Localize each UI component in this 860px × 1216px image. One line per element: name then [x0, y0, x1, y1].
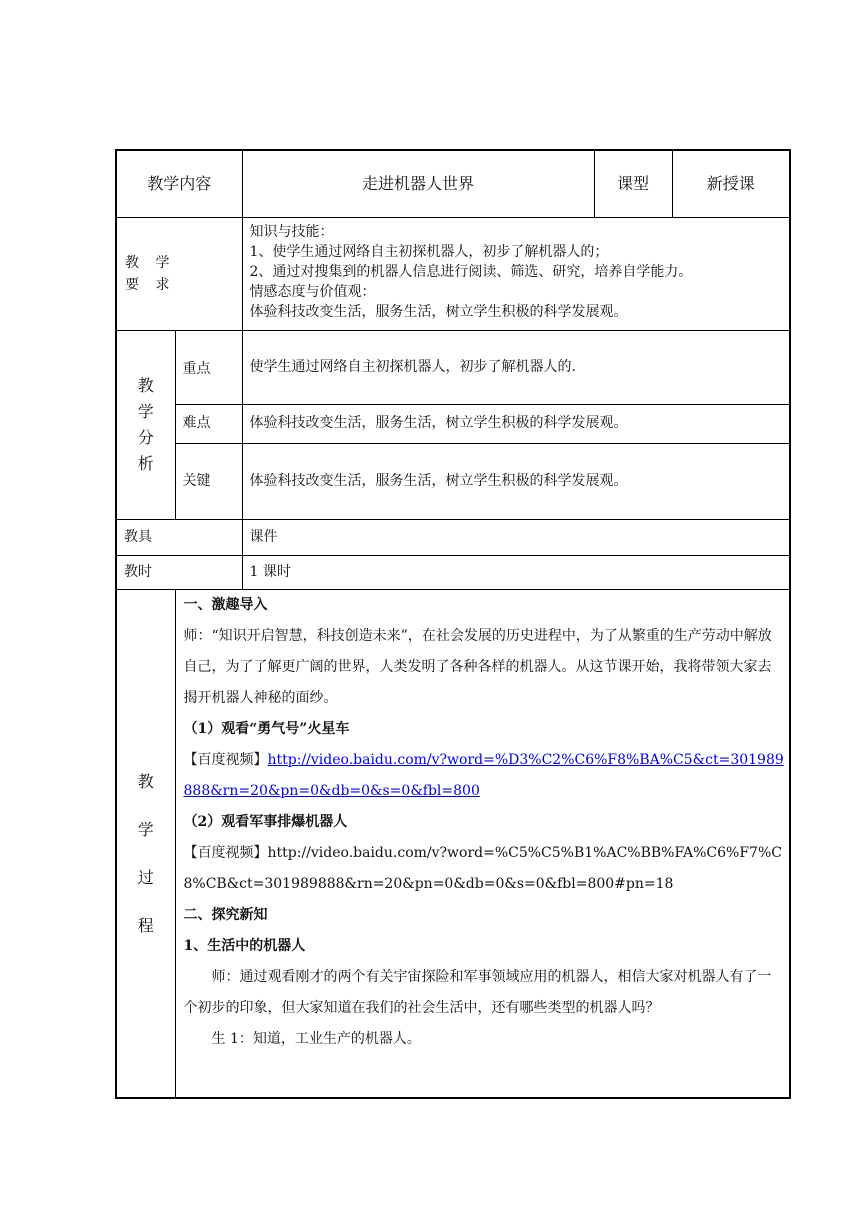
requirements-line: 1、使学生通过网络自主初探机器人，初步了解机器人的； — [249, 243, 609, 260]
analysis-row-difficulty — [116, 404, 790, 443]
video1-link[interactable]: http://video.baidu.com/v?word=%D3%C2%C6%F8%BA%C5&ct=301989888&rn=20&pn=0&db=0&s=0&fbl=800 — [183, 751, 784, 799]
analysis-label-char: 教 — [137, 375, 154, 395]
requirements-label — [116, 217, 242, 330]
analysis-crux-value: 体验科技改变生活，服务生活，树立学生积极的科学发展观。 — [242, 443, 790, 519]
requirements-label-line1: 教 学 — [125, 254, 176, 271]
process-label — [116, 589, 175, 1098]
subsection1-title: 1、生活中的机器人 — [183, 937, 306, 954]
content-label: 教学内容 — [116, 150, 242, 217]
analysis-difficulty-value: 体验科技改变生活，服务生活，树立学生积极的科学发展观。 — [242, 404, 790, 443]
analysis-label-char: 析 — [137, 453, 154, 473]
analysis-row-crux — [116, 443, 790, 519]
requirements-line: 体验科技改变生活，服务生活，树立学生积极的科学发展观。 — [249, 303, 628, 320]
section2-title: 二、探究新知 — [183, 906, 268, 923]
analysis-label — [116, 330, 175, 519]
lesson-plan-table — [115, 149, 791, 1099]
analysis-label-char: 学 — [137, 401, 154, 421]
video2-url: http://video.baidu.com/v?word=%C5%C5%B1%AC%BB%FA%C6%F7%C8%CB&ct=301989888&rn=20&pn=0&db=0&s=0&fbl=800#pn=18 — [183, 844, 782, 892]
analysis-difficulty-label: 难点 — [175, 404, 242, 443]
section1-text: 师：“知识开启智慧，科技创造未来”，在社会发展的历史进程中，为了从繁重的生产劳动中解放自己，为了了解更广阔的世界，人类发明了各种各样的机器人。从这节课开始，我将带领大家去揭开机器人神秘的面纱。 — [183, 627, 772, 706]
tools-label: 教具 — [116, 519, 242, 555]
type-label: 课型 — [594, 150, 672, 217]
analysis-label-char: 分 — [137, 427, 154, 447]
process-label-char: 学 — [137, 819, 154, 839]
tools-row — [116, 519, 790, 555]
process-label-char: 教 — [137, 771, 154, 791]
requirements-row — [116, 217, 790, 330]
section1-title: 一、激趣导入 — [183, 596, 268, 613]
video2-title: （2）观看军事排爆机器人 — [183, 813, 348, 830]
requirements-line: 情感态度与价值观： — [249, 283, 376, 300]
analysis-row-key — [116, 330, 790, 404]
header-row — [116, 150, 790, 217]
process-row — [116, 589, 790, 1098]
video1-title: （1）观看“勇气号”火星车 — [183, 720, 350, 737]
process-label-char: 过 — [137, 867, 154, 887]
type-value: 新授课 — [672, 150, 790, 217]
hours-row — [116, 555, 790, 589]
video2-prefix: 【百度视频】 — [183, 844, 268, 861]
requirements-label-line2: 要 求 — [125, 276, 176, 293]
video1-line — [184, 745, 786, 807]
hours-value: 1 课时 — [242, 555, 790, 589]
hours-label: 教时 — [116, 555, 242, 589]
requirements-content — [242, 217, 790, 330]
teacher-text: 师：通过观看刚才的两个有关宇宙探险和军事领域应用的机器人，相信大家对机器人有了一个初步的印象，但大家知道在我们的社会生活中，还有哪些类型的机器人吗？ — [183, 968, 772, 1016]
video2-line — [184, 838, 786, 900]
requirements-line: 知识与技能： — [249, 223, 334, 240]
student-text: 生 1：知道，工业生产的机器人。 — [211, 1030, 421, 1047]
requirements-line: 2、通过对搜集到的机器人信息进行阅读、筛选、研究，培养自学能力。 — [249, 263, 693, 280]
analysis-key-value: 使学生通过网络自主初探机器人，初步了解机器人的. — [242, 330, 790, 404]
lesson-title: 走进机器人世界 — [242, 150, 594, 217]
process-content — [175, 589, 790, 1098]
analysis-key-label: 重点 — [175, 330, 242, 404]
video1-prefix: 【百度视频】 — [183, 751, 268, 768]
tools-value: 课件 — [242, 519, 790, 555]
analysis-crux-label: 关键 — [175, 443, 242, 519]
process-label-char: 程 — [137, 915, 154, 935]
